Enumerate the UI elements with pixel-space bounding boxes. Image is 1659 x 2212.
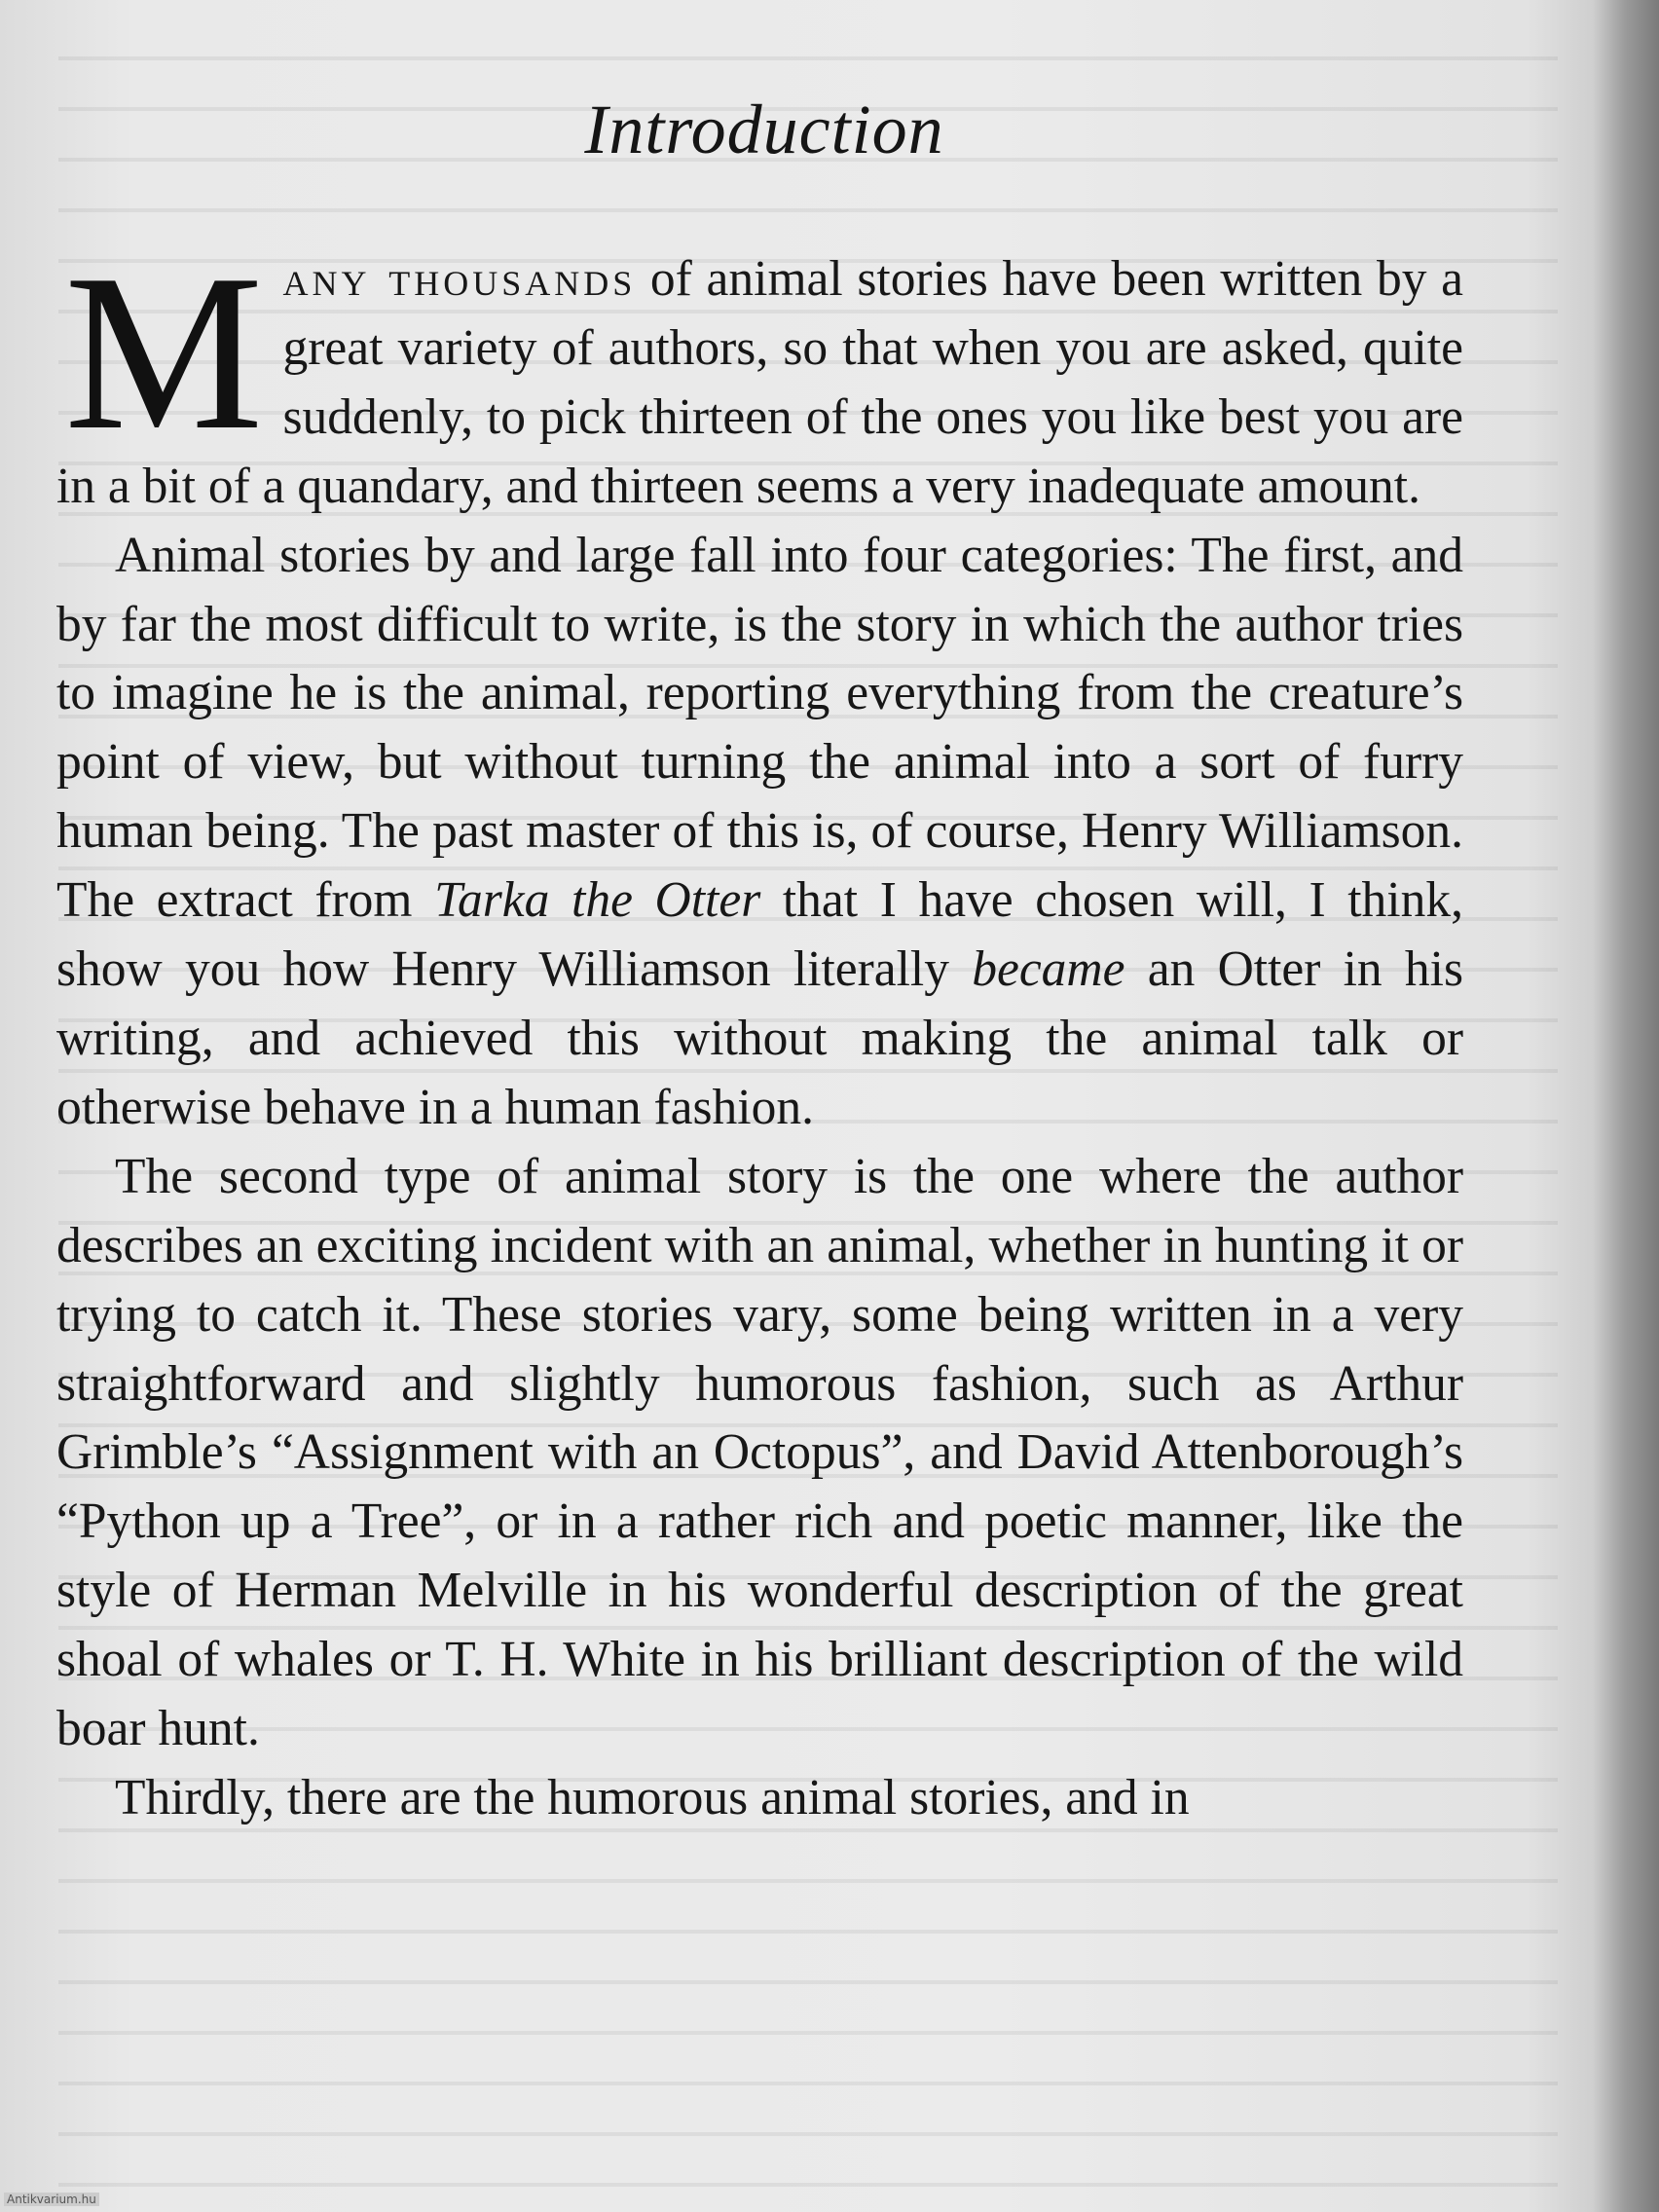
emphasis-became: became [972,941,1125,998]
paragraph-3: The second type of animal story is the one where the author describes an exciting incident with an animal, whether in hunting it or trying to catch it. These stories vary, some being written in a very straightforward and slightly humorous fashion, such as Arthur Grimble’s “Assignment with an Octopus”, and David Attenborough’s “Python up a Tree”, or in a rather rich and poetic manner, like the style of Herman Melville in his wonderful description of the great shoal of whales or T. H. White in his brilliant description of the wild boar hunt. [56,1148,1463,1757]
book-title-tarka: Tarka the Otter [434,872,761,929]
lead-small-caps: any thousands [282,251,637,307]
paragraph-1 [56,228,1463,522]
paragraph-2-text-b: that I have chosen will, I think, show you how Henry Williamson literally [56,872,1463,998]
paragraph-2-text-c: an Otter in his writing, and achieved this without making the animal talk or otherwise behave in a human fashion. [56,941,1463,1135]
paragraph-2 [56,522,1463,1143]
paragraph-4: Thirdly, there are the humorous animal stories, and in [115,1769,1190,1825]
paragraph-2-text-a: Animal stories by and large fall into four categories: The first, and by far the most difficult to write, is the story in which the author tries to imagine he is the animal, reporting everything from the creature’s point of view, but without turning the animal into a sort of furry human being. The past master of this is, of course, Henry Williamson. The extract from [56,527,1463,929]
watermark-label: Antikvarium.hu [4,2193,99,2206]
body-text [56,228,1463,1833]
drop-cap: M [64,228,264,476]
paragraph-1-text: of animal stories have been written by a great variety of authors, so that when you are asked, quite suddenly, to pick thirteen of the ones you like best you are in a bit of a quandary, and thirteen seems a very inadequate amount. [56,251,1463,514]
chapter-title: Introduction [584,91,944,168]
